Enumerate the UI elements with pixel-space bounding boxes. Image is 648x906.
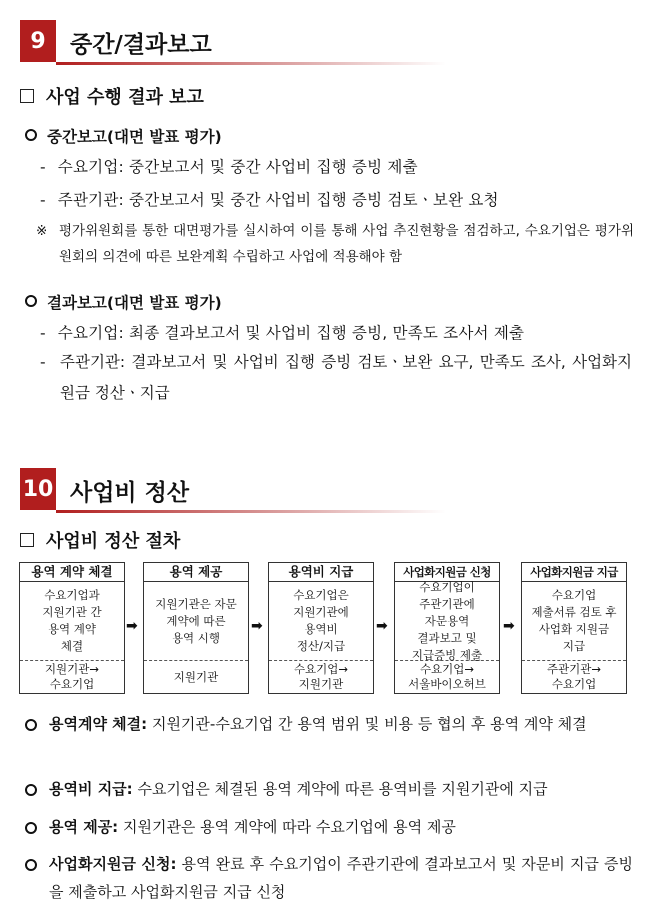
flow-step-title: 용역 제공 (144, 563, 248, 582)
bullet-text: 지원기관은 용역 계약에 따라 수요기업에 용역 제공 (122, 818, 456, 836)
flow-step (268, 562, 374, 694)
bullet-interim (25, 125, 222, 147)
right-arrow-icon: ➡ (503, 618, 515, 634)
bullet-final (25, 291, 222, 313)
section-number: 9 (20, 20, 56, 62)
dash-icon: - (40, 191, 46, 209)
bullet-label: 용역비 지급: (49, 780, 133, 798)
flow-step-body: 지원기관은 자문 계약에 따른 용역 시행 (155, 596, 237, 645)
ring-bullet-icon (25, 295, 37, 307)
ring-bullet-icon (25, 822, 37, 834)
bullet-label: 사업화지원금 신청: (49, 855, 177, 873)
bullet-item (25, 850, 633, 906)
note-text: 평가위원회를 통한 대면평가를 실시하여 이를 통해 사업 추진현황을 점검하고, 수요기업은 평가위원회의 의견에 따른 보완계획 수립하고 사업에 적용해야 함 (59, 223, 634, 265)
flow-step (521, 562, 627, 694)
dash-icon: - (40, 353, 46, 371)
list-item (40, 347, 632, 409)
flow-step-body: 수요기업이 주관기관에 자문용역 결과보고 및 지급증빙 제출 (411, 579, 483, 662)
flow-step-title: 사업화지원금 신청 (395, 563, 499, 582)
list-item (40, 321, 524, 343)
flow-step-body: 수요기업 제출서류 검토 후 사업화 지원금 지급 (531, 588, 617, 653)
note (36, 218, 634, 270)
list-item-text: 주관기관: 중간보고서 및 중간 사업비 집행 증빙 검토ㆍ보완 요청 (57, 191, 499, 209)
subheading-text: 사업 수행 결과 보고 (46, 87, 204, 108)
square-icon (20, 533, 34, 547)
subheading-text: 사업비 정산 절차 (46, 531, 181, 552)
square-icon (20, 89, 34, 103)
section-title: 사업비 정산 (70, 480, 190, 506)
subheading-settlement (20, 527, 180, 553)
section-10-header (20, 468, 440, 512)
flow-step-title: 용역비 지급 (269, 563, 373, 582)
bullet-item (25, 775, 633, 803)
flow-step-actor: 수요기업→ 서울바이오허브 (395, 660, 499, 693)
flow-step (394, 562, 500, 694)
dash-icon: - (40, 324, 46, 342)
flow-step-actor: 지원기관 (144, 660, 248, 693)
list-item-text: 수요기업: 최종 결과보고서 및 사업비 집행 증빙, 만족도 조사서 제출 (57, 324, 525, 342)
section-divider (56, 62, 446, 65)
right-arrow-icon: ➡ (251, 618, 263, 634)
list-item (40, 155, 418, 177)
right-arrow-icon: ➡ (376, 618, 388, 634)
section-9-header (20, 20, 440, 64)
bullet-title: 중간보고(대면 발표 평가) (47, 128, 222, 146)
flow-step-title: 용역 계약 체결 (20, 563, 124, 582)
bullet-item (25, 813, 633, 841)
flow-step-actor: 지원기관→ 수요기업 (20, 660, 124, 693)
flow-step (143, 562, 249, 694)
list-item-text: 주관기관: 결과보고서 및 사업비 집행 증빙 검토ㆍ보완 요구, 만족도 조사, 사업화지원금 정산ㆍ지급 (60, 353, 632, 402)
reference-mark-icon: ※ (36, 223, 48, 239)
list-item (40, 188, 499, 210)
list-item-text: 수요기업: 중간보고서 및 중간 사업비 집행 증빙 제출 (57, 158, 418, 176)
bullet-text: 지원기관-수요기업 간 용역 범위 및 비용 등 협의 후 용역 계약 체결 (151, 715, 587, 733)
ring-bullet-icon (25, 784, 37, 796)
bullet-label: 용역 제공: (49, 818, 119, 836)
bullet-label: 용역계약 체결: (49, 715, 148, 733)
flow-step (19, 562, 125, 694)
ring-bullet-icon (25, 859, 37, 871)
bullet-item (25, 710, 633, 738)
section-title: 중간/결과보고 (70, 32, 212, 58)
section-number: 10 (20, 468, 56, 510)
bullet-text: 용역 완료 후 수요기업이 주관기관에 결과보고서 및 자문비 지급 증빙을 제출하고 사업화지원금 지급 신청 (49, 855, 633, 901)
bullet-text: 수요기업은 체결된 용역 계약에 따른 용역비를 지원기관에 지급 (137, 780, 548, 798)
right-arrow-icon: ➡ (126, 618, 138, 634)
flow-step-actor: 수요기업→ 지원기관 (269, 660, 373, 693)
bullet-title: 결과보고(대면 발표 평가) (47, 294, 222, 312)
flow-step-title: 사업화지원금 지급 (522, 563, 626, 582)
dash-icon: - (40, 158, 46, 176)
ring-bullet-icon (25, 129, 37, 141)
ring-bullet-icon (25, 719, 37, 731)
flow-step-actor: 주관기관→ 수요기업 (522, 660, 626, 693)
flow-step-body: 수요기업과 지원기관 간 용역 계약 체결 (42, 588, 102, 653)
flow-step-body: 수요기업은 지원기관에 용역비 정산/지급 (293, 588, 349, 653)
section-divider (56, 510, 446, 513)
subheading-report (20, 83, 204, 109)
